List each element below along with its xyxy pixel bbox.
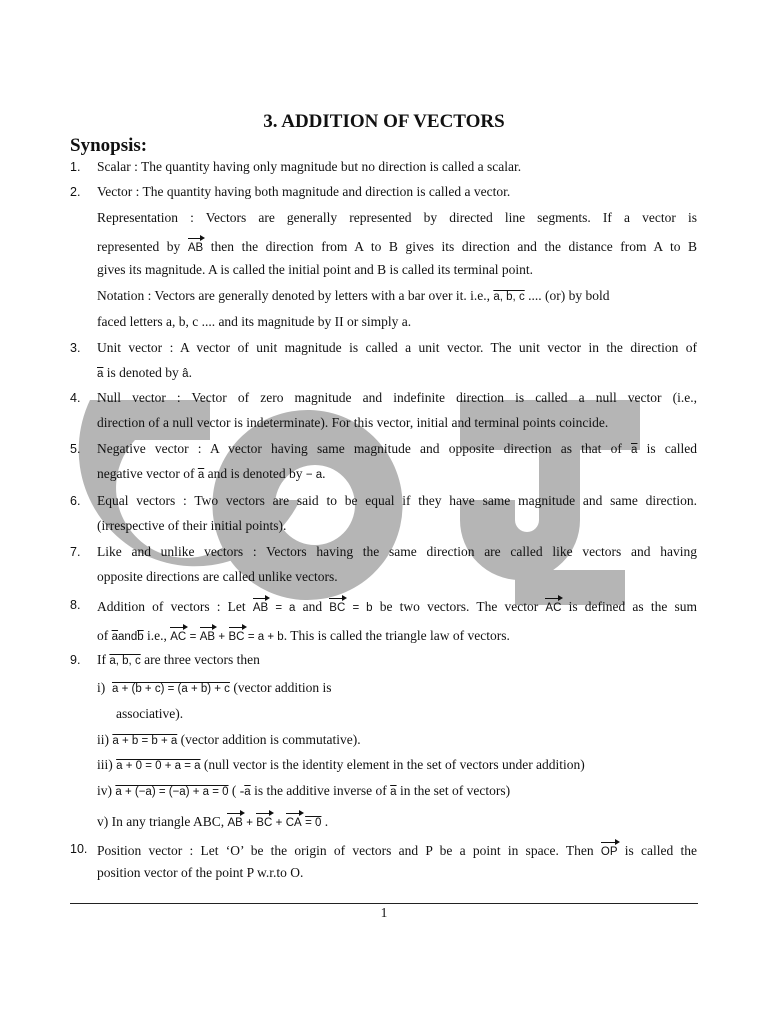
text-span: and <box>302 599 323 614</box>
formula: a + (b + c) = (a + b) + c <box>112 683 230 695</box>
negative-vector-symbol: − a <box>305 469 323 481</box>
equation-span: + <box>275 817 283 829</box>
text-span: is called <box>646 441 697 456</box>
text-span: . This is called the triangle law of vectors. <box>283 628 510 643</box>
equation-span: = 0 <box>305 817 322 829</box>
footer-rule <box>70 903 698 904</box>
vector-symbol: AB <box>188 237 203 256</box>
text-line: Like and unlike vectors : Vectors having the same direction are called like vectors and having <box>97 544 697 559</box>
text-span: then the direction from A to B gives its direction and the distance from A to B <box>210 239 698 254</box>
text-span: Negative vector : A vector having same magnitude and opposite direction as that of <box>97 441 622 456</box>
text-span: is defined as the sum <box>568 599 697 614</box>
vector-symbol: $\overline{b}$ <box>137 631 144 643</box>
item-number: 8. <box>70 598 81 612</box>
text-span: and is denoted by <box>207 466 303 481</box>
vector-symbol: AC <box>170 626 186 645</box>
list-marker: iii) <box>97 757 113 772</box>
section-heading: Synopsis: <box>70 135 148 156</box>
vector-symbol: CA <box>286 812 302 831</box>
item-number: 1. <box>70 160 81 174</box>
text-span: are three vectors then <box>144 652 260 667</box>
text-span: (null vector is the identity element in the set of vectors under addition) <box>203 757 585 772</box>
text-line: associative). <box>116 706 184 721</box>
text-line: faced letters a, b, c .... and its magnitude by II or simply a. <box>97 314 412 329</box>
text-line <box>97 812 697 831</box>
vector-symbol: BC <box>229 626 245 645</box>
vector-symbol: $\overline{a}$ <box>97 368 104 380</box>
text-span: is called the <box>624 843 697 858</box>
equation-span: = a <box>275 602 296 614</box>
text-line <box>97 597 697 616</box>
vector-symbol: $\overline{a}$ <box>197 469 205 481</box>
item-number: 3. <box>70 341 81 355</box>
text-span: is denoted by <box>106 365 179 380</box>
text-span: i.e., <box>147 628 167 643</box>
vector-symbol: BC <box>256 812 272 831</box>
text-line: (irrespective of their initial points). <box>97 518 287 533</box>
text-line: Scalar : The quantity having only magnitude but no direction is called a scalar. <box>97 159 522 174</box>
equation-span: + <box>246 817 253 829</box>
text-span: . <box>322 466 326 481</box>
vector-symbol: AB <box>253 597 268 616</box>
text-span: Position vector : Let ‘O’ be the origin of vectors and P be a point in space. Then <box>97 843 594 858</box>
text-line: Unit vector : A vector of unit magnitude is called a unit vector. The unit vector in the direction of <box>97 340 697 355</box>
vector-symbol: $\overline{a}$ <box>631 444 638 456</box>
page-title: 3. ADDITION OF VECTORS <box>263 111 505 132</box>
text-line <box>97 680 697 697</box>
text-line <box>97 441 697 458</box>
text-span: Addition of vectors : Let <box>97 599 246 614</box>
text-span: be two vectors. The vector <box>379 599 539 614</box>
text-span: v) In any triangle ABC, <box>97 814 225 829</box>
text-span: in the set of vectors) <box>399 783 511 798</box>
equation-span: = <box>189 631 197 643</box>
page-number: 1 <box>380 905 388 920</box>
formula: a + 0 = 0 + a = a <box>116 760 201 772</box>
text-span: represented by <box>97 239 181 254</box>
text-line: Vector : The quantity having both magnitude and direction is called a vector. <box>97 184 511 199</box>
list-marker: iv) <box>97 783 112 798</box>
formula: a + b = b + a <box>112 735 178 747</box>
text-line <box>97 237 697 256</box>
equation-span: + <box>218 631 226 643</box>
text-span: (vector addition is <box>233 680 332 695</box>
item-number: 2. <box>70 185 81 199</box>
vector-symbol: a, b, c <box>109 655 141 667</box>
text-line: direction of a null vector is indeterminate). For this vector, initial and terminal points coincide. <box>97 415 609 430</box>
text-line: position vector of the point P w.r.to O. <box>97 865 304 880</box>
item-number: 6. <box>70 494 81 508</box>
list-marker: i) <box>97 680 106 695</box>
vector-symbol: a, b, c <box>493 291 525 303</box>
equation-span: = a + b <box>247 631 284 643</box>
text-span: and <box>118 631 138 643</box>
list-marker: ii) <box>97 732 109 747</box>
text-span: . <box>324 814 329 829</box>
text-line <box>97 783 697 800</box>
text-line <box>97 466 697 483</box>
text-line: Representation : Vectors are generally represented by directed line segments. If a vector is <box>97 210 697 225</box>
text-line <box>97 288 697 305</box>
vector-symbol: BC <box>329 597 345 616</box>
vector-symbol: $\overline{a}$ <box>111 631 119 643</box>
text-span: is the additive inverse of <box>254 783 387 798</box>
text-line <box>97 841 697 860</box>
text-span: . <box>188 365 192 380</box>
item-number: 9. <box>70 653 81 667</box>
text-line <box>97 365 697 382</box>
text-span: ( - <box>231 783 245 798</box>
vector-symbol: $\overline{a}$ <box>244 786 251 798</box>
text-line: opposite directions are called unlike vectors. <box>97 569 338 584</box>
text-span: .... (or) by bold <box>528 288 610 303</box>
item-number: 10. <box>70 842 88 856</box>
text-line <box>97 732 697 749</box>
text-line <box>97 652 697 669</box>
vector-symbol: $\overline{a}$ <box>390 786 397 798</box>
text-line <box>97 626 697 645</box>
vector-symbol: AC <box>545 597 561 616</box>
equation-span: = b <box>352 602 373 614</box>
text-line <box>97 757 697 774</box>
formula: a + (−a) = (−a) + a = 0 <box>115 786 229 798</box>
item-number: 4. <box>70 391 81 405</box>
text-line: Equal vectors : Two vectors are said to be equal if they have same magnitude and same direction. <box>97 493 697 508</box>
text-line: Null vector : Vector of zero magnitude and indefinite direction is called a null vector (i.e., <box>97 390 697 405</box>
text-span: of <box>97 628 109 643</box>
item-number: 5. <box>70 442 81 456</box>
text-span: If <box>97 652 106 667</box>
vector-symbol: OP <box>601 841 618 860</box>
text-span: negative vector of <box>97 466 195 481</box>
item-number: 7. <box>70 545 81 559</box>
text-line: gives its magnitude. A is called the initial point and B is called its terminal point. <box>97 262 534 277</box>
text-span: Notation : Vectors are generally denoted by letters with a bar over it. i.e., <box>97 288 490 303</box>
vector-symbol: AB <box>200 626 215 645</box>
text-span: (vector addition is commutative). <box>180 732 361 747</box>
unit-vector-symbol: â <box>182 368 189 380</box>
vector-symbol: AB <box>227 812 242 831</box>
